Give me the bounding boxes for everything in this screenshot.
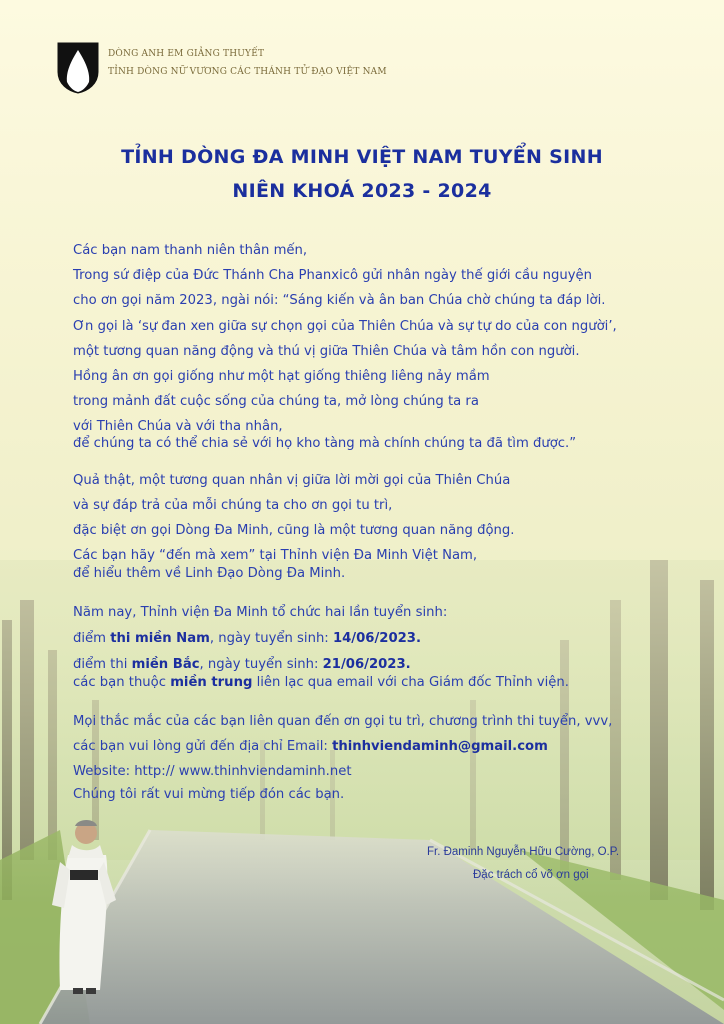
para1-line: Các bạn nam thanh niên thân mến,	[73, 243, 308, 258]
para1-line: với Thiên Chúa và với tha nhân,	[73, 419, 283, 434]
south-mid: , ngày tuyển sinh:	[209, 631, 333, 646]
north-region: miền Bắc	[131, 657, 200, 672]
north-prefix: điểm thi	[73, 657, 132, 672]
para2-line: đặc biệt ơn gọi Dòng Đa Minh, cũng là một tương quan năng động.	[73, 523, 515, 538]
email-address[interactable]: thinhviendaminh@gmail.com	[332, 739, 548, 754]
para1-line: Ơn gọi là ‘sự đan xen giữa sự chọn gọi của Thiên Chúa và sự tự do của con người’,	[73, 319, 617, 334]
para1-line: Trong sứ điệp của Đức Thánh Cha Phanxicô gửi nhân ngày thế giới cầu nguyện	[73, 268, 593, 283]
admission-intro: Năm nay, Thỉnh viện Đa Minh tổ chức hai lần tuyển sinh:	[73, 605, 448, 620]
contact-email-line	[73, 740, 548, 753]
poster-subtitle: NIÊN KHOÁ 2023 - 2024	[232, 180, 492, 202]
south-prefix: điểm	[73, 631, 111, 646]
admission-north	[73, 658, 411, 671]
para2-line: Các bạn hãy “đến mà xem” tại Thỉnh viện Đa Minh Việt Nam,	[73, 548, 478, 563]
central-region: miền trung	[170, 675, 253, 690]
province-name: TỈNH DÒNG NỮ VƯƠNG CÁC THÁNH TỬ ĐẠO VIỆT NAM	[108, 67, 387, 77]
south-date: 14/06/2023.	[332, 631, 421, 646]
closing-line: Chúng tôi rất vui mừng tiếp đón các bạn.	[73, 787, 345, 802]
signature-name: Fr. Đaminh Nguyễn Hữu Cường, O.P.	[427, 846, 620, 858]
south-region: thi miền Nam	[110, 631, 210, 646]
para1-line: để chúng ta có thể chia sẻ với họ kho tàng mà chính chúng ta đã tìm được.”	[73, 436, 577, 451]
poster-title: TỈNH DÒNG ĐA MINH VIỆT NAM TUYỂN SINH	[121, 146, 603, 168]
para1-line: một tương quan năng động và thú vị giữa Thiên Chúa và tâm hồn con người.	[73, 344, 580, 359]
central-suffix: liên lạc qua email với cha Giám đốc Thỉnh viện.	[252, 675, 569, 690]
contact-line: Mọi thắc mắc của các bạn liên quan đến ơn gọi tu trì, chương trình thi tuyển, vvv,	[73, 714, 613, 729]
para2-line: để hiểu thêm về Linh Đạo Dòng Đa Minh.	[73, 566, 346, 581]
order-shield-logo	[57, 42, 99, 94]
north-date: 21/06/2023.	[322, 657, 411, 672]
admission-central	[73, 676, 569, 689]
para1-line: cho ơn gọi năm 2023, ngài nói: “Sáng kiến và ân ban Chúa chờ chúng ta đáp lời.	[73, 293, 606, 308]
para1-line: trong mảnh đất cuộc sống của chúng ta, mở lòng chúng ta ra	[73, 394, 479, 409]
order-name: DÒNG ANH EM GIẢNG THUYẾT	[108, 49, 265, 59]
signature-role: Đặc trách cổ võ ơn gọi	[473, 869, 589, 881]
para2-line: và sự đáp trả của mỗi chúng ta cho ơn gọi tu trì,	[73, 498, 393, 513]
website-link[interactable]: Website: http:// www.thinhviendaminh.net	[73, 764, 352, 779]
north-mid: , ngày tuyển sinh:	[199, 657, 323, 672]
central-prefix: các bạn thuộc	[73, 675, 171, 690]
para1-line: Hồng ân ơn gọi giống như một hạt giống thiêng liêng nảy mầm	[73, 369, 490, 384]
email-prefix: các bạn vui lòng gửi đến địa chỉ Email:	[73, 739, 333, 754]
para2-line: Quả thật, một tương quan nhân vị giữa lời mời gọi của Thiên Chúa	[73, 473, 511, 488]
admission-south	[73, 632, 421, 645]
